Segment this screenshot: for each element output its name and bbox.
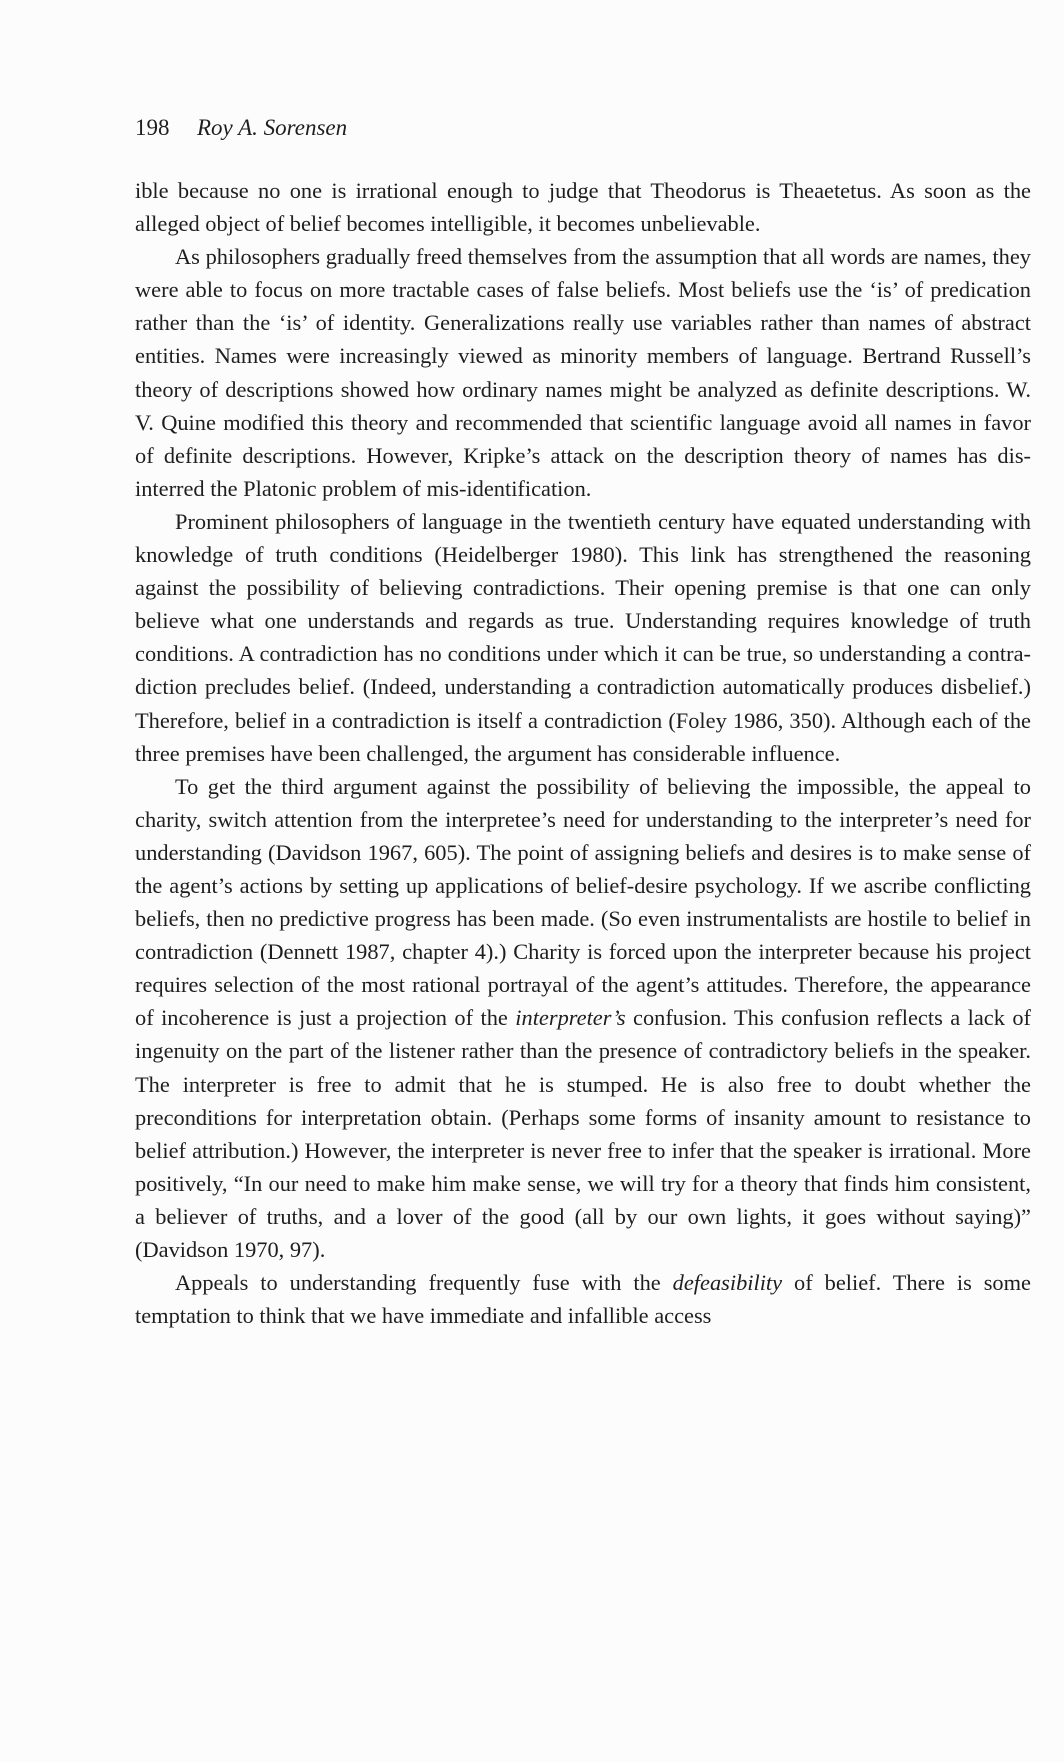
text-run: of belief. There is some temptation to think that we have immediate and infallible access bbox=[135, 1270, 1031, 1329]
text-run: ible because no one is irrational enough to judge that Theodorus is Theaetetus. As soon as the alleged object of belief becomes intelligible, it becomes unbelievable. bbox=[135, 178, 1031, 237]
running-head bbox=[135, 114, 347, 142]
italic-emphasis: interpreter’s bbox=[515, 1005, 626, 1031]
paragraph-3 bbox=[135, 505, 1031, 770]
italic-emphasis: defeasibility bbox=[672, 1270, 783, 1296]
text-run: Appeals to understanding frequently fuse with the bbox=[175, 1270, 673, 1296]
paragraph-5 bbox=[135, 1266, 1031, 1332]
paragraph-4 bbox=[135, 770, 1031, 1266]
body-text bbox=[135, 174, 1031, 1332]
text-run: Prominent philosophers of language in the twentieth century have equated understanding with knowledge of truth conditions (Heidelberger 1980). This link has strengthened the reasoning against the possibility of believing contradictions. Their opening premise is that one can only believe what one understands and regards as true. Understanding requires knowledge of truth conditions. A contradiction has no conditions under which it can be true, so understanding a contradiction precludes belief. (Indeed, understanding a contradiction automatically produces disbelief.) Therefore, belief in a contradiction is itself a contradiction (Foley 1986, 350). Although each of the three premises have been challenged, the argument has considerable influence. bbox=[135, 508, 1031, 766]
paragraph-1 bbox=[135, 174, 1031, 240]
text-run: As philosophers gradually freed themselves from the assumption that all words are names, they were able to focus on more tractable cases of false beliefs. Most beliefs use the ‘is’ of predication rather than the ‘is’ of identity. Generalizations really use variables rather than names of abstract entities. Names were increasingly viewed as minority members of language. Bertrand Russell’s theory of descriptions showed how ordinary names might be analyzed as definite descriptions. W. V. Quine modified this theory and recommended that scientific language avoid all names in favor of definite descriptions. However, Kripke’s attack on the description theory of names has dis-interred the Platonic problem of mis-identification. bbox=[135, 244, 1031, 501]
text-run: To get the third argument against the possibility of believing the impossible, the appeal to charity, switch attention from the interpretee’s need for understanding to the interpreter’s need for understanding (Davidson 1967, 605). The point of assigning beliefs and desires is to make sense of the agent’s actions by setting up applications of belief-desire psychology. If we ascribe conflicting beliefs, then no predictive progress has been made. (So even instrumentalists are hostile to belief in contradiction (Dennett 1987, chapter 4).) Charity is forced upon the interpreter because his project requires selection of the most rational portrayal of the agent’s attitudes. Therefore, the appearance of incoherence is just a projection of the bbox=[135, 773, 1031, 1031]
page-number: 198 bbox=[135, 115, 170, 140]
text-run: confusion. This confusion reflects a lack of ingenuity on the part of the listener rather than the presence of contradictory beliefs in the speaker. The interpreter is free to admit that he is stumped. He is also free to doubt whether the preconditions for interpretation obtain. (Perhaps some forms of insanity amount to resistance to belief attribution.) However, the interpreter is never free to infer that the speaker is irrational. More positively, “In our need to make him make sense, we will try for a theory that finds him consistent, a believer of truths, and a lover of the good (all by our own lights, it goes without saying)” (Davidson 1970, 97). bbox=[135, 1005, 1031, 1262]
author-name: Roy A. Sorensen bbox=[197, 115, 348, 140]
paragraph-2 bbox=[135, 240, 1031, 505]
